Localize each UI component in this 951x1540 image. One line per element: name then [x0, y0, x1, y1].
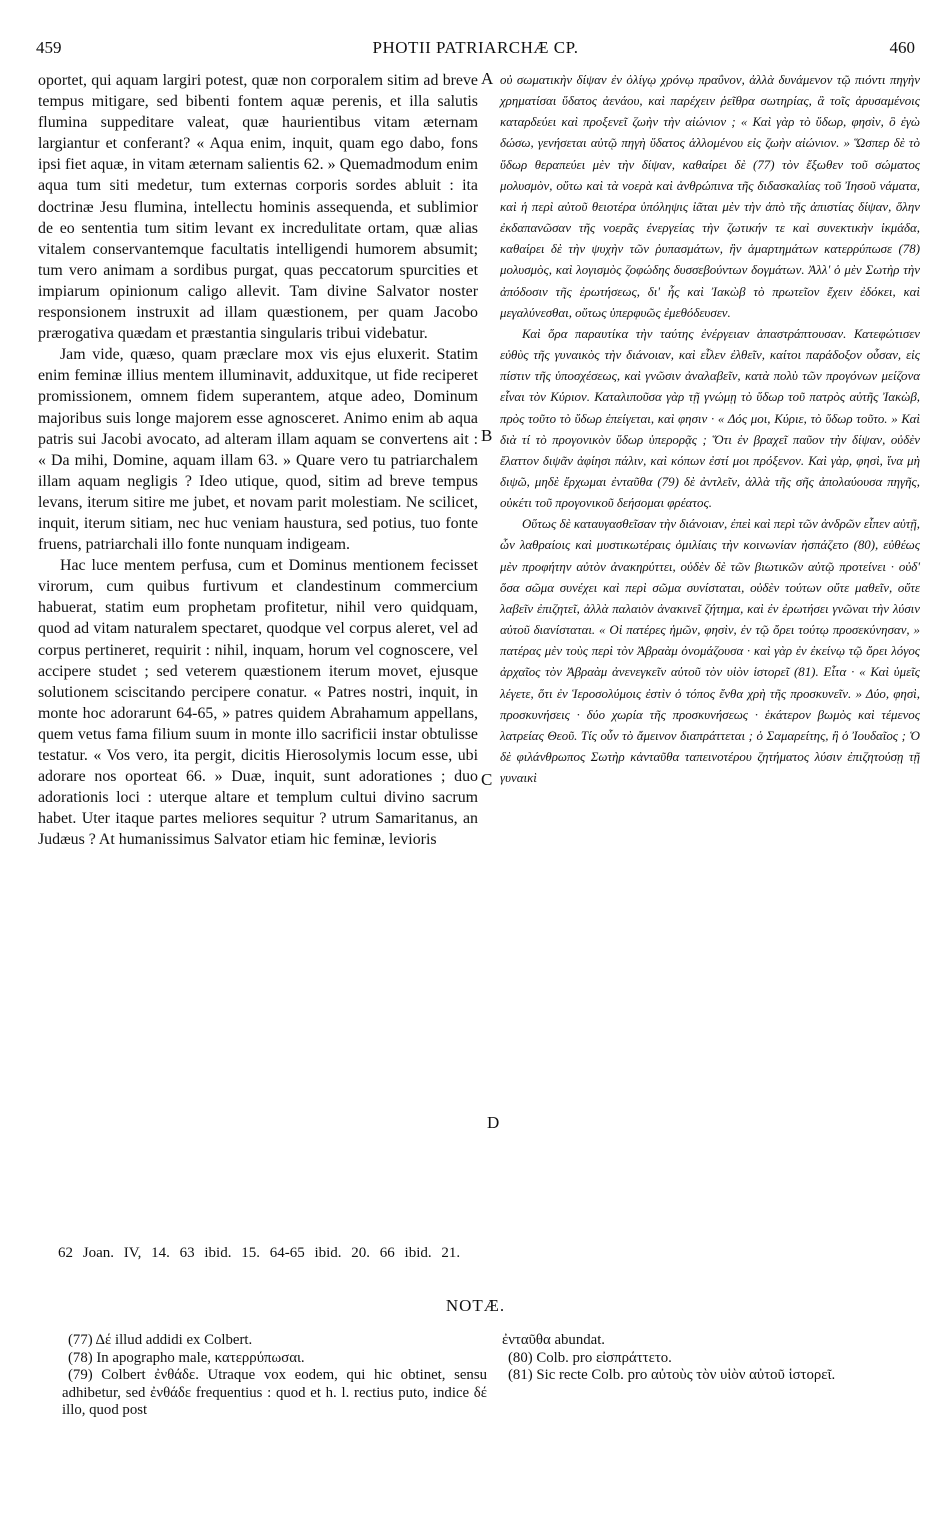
page-number-left: 459	[36, 38, 62, 57]
latin-paragraph: Hac luce mentem perfusa, cum et Dominus mentionem fecisset virorum, cum quibus furtivum et clandestinum commercium habuerat, statim eum prophetam profitetur, nihil vero quidquam, quod ad vitam naturalem spectaret, quodque vel corpus aleret, vel ad corpus pertineret, requirit : nihil, inquam, horum vel cognoscere, vel accipere studet ; sed veterem quæstionem iterum movet, ejusque solutionem sciscitando percipere conatur. « Patres nostri, inquit, in monte hoc adorarunt 64-65, » patres quidem Abrahamum appellans, quem vetus fama filium suum in monte illo sacrificii instar obtulisse testatur. « Vos vero, ita pergit, dicitis Hierosolymis locum esse, ubi adorare nos oporteat 66. » Duæ, inquit, sunt adorationes ; duo adorationis loci : uterque altare et templum cultui divino sacrum habet. Uter itaque partes meliores sequitur ? utrum Samaritanus, an Judæus ? At humanissimus Salvator etiam hic feminæ, levioris	[38, 557, 478, 849]
margin-marker-c: C	[481, 770, 493, 789]
note-item: (80) Colb. pro εἰσπράττετο.	[508, 1349, 672, 1366]
margin-marker-d: D	[487, 1113, 500, 1132]
page-header	[36, 38, 915, 64]
greek-paragraph: Καὶ ὅρα παραυτίκα τὴν ταύτης ἐνέργειαν ἀπαστράπτουσαν. Κατεφώτισεν εὐθὺς τῆς γυναικὸς τὴν διάνοιαν, καὶ εἶλεν ἐλθεῖν, καίτοι παράδοξον οὖσαν, εἰς πίστιν τῆς ὑποσχέσεως, καὶ γνῶσιν ἀναλαβεῖν, κατὰ πολὺ τῶν προγόνων μείζονα εἶναι τὸν Κύριον. Καταλιποῦσα γὰρ τῇ γνώμῃ τὸ ὕδωρ τοῦ πατρὸς αὐτῆς Ἰακὼβ, πρὸς τοῦτο τὸ ὕδωρ ἐπείγεται, καὶ φησιν · « Δός μοι, Κύριε, τὸ ὕδωρ τοῦτο. » Καὶ διὰ τί τὸ προγονικὸν ὕδωρ ὑπερορᾷς ; Ὅτι ἐν βραχεῖ παῦον τὴν δίψαν, οὐδὲν ἔλαττον διψᾶν ἀφίησι πάλιν, καὶ κόπων ἐστί μοι πρόξενον. Καὶ γὰρ, φησὶ, ἵνα μὴ διψῶ, μηδὲ ἔρχωμαι ἐνταῦθα (79) δὲ ἀντλεῖν, ἀλλὰ τῆς σῆς ἀπολαύουσα πηγῆς, οὐκέτι τοῦ προγονικοῦ δεήσομαι φρέατος.	[500, 326, 920, 511]
note-item: (79) Colbert ἐνθάδε. Utraque vox eodem, qui hic obtinet, sensu adhibetur, sed ἐνθάδε frequentius : quod et h. l. rectius puto, indice δέ illo, quod post	[62, 1367, 487, 1419]
notes-right-column	[502, 1332, 922, 1385]
running-title: PHOTII PATRIARCHÆ CP.	[372, 38, 579, 57]
greek-column	[500, 70, 920, 789]
note-item: (77) Δέ illud addidi ex Colbert.	[68, 1332, 253, 1348]
latin-column	[38, 70, 478, 850]
greek-paragraph: οὐ σωματικὴν δίψαν ἐν ὀλίγῳ χρόνῳ πραΰνον, ἀλλὰ δυνάμενον τῷ πιόντι πηγὴν χρηματίσαι ὕδατος ἀενάου, καὶ παρέχειν ῥεῖθρα σωτηρίας, ἃ τοῖς ἀρυσαμένοις καταρδεύει καὶ προξενεῖ ζωὴν τὴν αἰώνιον ; « Καὶ γὰρ τὸ ὕδωρ, φησὶν, ὃ ἐγὼ δώσω, γενήσεται αὐτῷ πηγὴ ὕδατος ἁλλομένου εἰς ζωὴν αἰώνιον. » Ὥσπερ δὲ τὸ ὕδωρ θεραπεύει μὲν τὴν δίψαν, καθαίρει δὲ (77) τὸν ἔξωθεν τοῦ σώματος μολυσμὸν, οὕτω καὶ τὰ νοερὰ καὶ ἀνθρώπινα τῆς διδασκαλίας τοῦ Ἰησοῦ νάματα, καὶ ἡ περὶ αὐτοῦ θειοτέρα ὑπόληψις ἰᾶται μὲν τὴν ἀπὸ τῆς ἀπιστίας δίψαν, ὅλην ἐκδαπανῶσαν τῆς νοερᾶς ἐνεργείας τὴν ζωτικήν τε καὶ συνεκτικὴν ἰκμάδα, καθαίρει δὲ τὴν ψυχὴν τῶν ῥυπασμάτων, ἣν ἁμαρτημάτων κατερρύπωσε (78) μολυσμὸς, καὶ λογισμὸς ζοφώδης δυσσεβούντων δογμάτων. Ἀλλ' ὁ μὲν Σωτὴρ τὴν ἀπόδοσιν τῆς ἐρωτήσεως, δι' ἧς καὶ Ἰακὼβ τὸ πρωτεῖον ἔχειν ἐδόκει, καὶ μεγαλύνεσθαι, οὕτως ὑπερφυῶς ἐμεθόδευσεν.	[500, 73, 920, 320]
latin-paragraph: oportet, qui aquam largiri potest, quæ non corporalem sitim ad breve tempus mitigare, sed bibenti fontem aquæ perenis, et illa salutis flumina suppeditare valeat, quæ haurientibus vitam æternam largiantur et conferant? « Aqua enim, inquit, quam ego dabo, fons ipsi fiet aquæ, in vitam æternam salientis 62. » Quemadmodum enim aqua tum siti medetur, tum externas corporis sordes abluit : ita doctrinæ Jesu flumina, intellectu hominis assequenda, et sublimior de eo sententia tum sitim levant ex incredulitate ortam, quæ alias vitalem conservantemque facultatis intelligendi humorem absumit; tum vero animam a sordibus purgat, quas peccatorum spurcities et impiarum opinionum caligo allevit. Tam divine Salvator noster responsionem instruxit ad illam quæstionem, per quam Jacobo prærogativa quædam et præstantia singularis tribui videbatur.	[38, 72, 478, 343]
margin-marker-b: B	[481, 426, 493, 445]
scripture-footnotes: 62 Joan. IV, 14. 63 ibid. 15. 64-65 ibid. 20. 66 ibid. 21.	[58, 1245, 461, 1261]
margin-marker-a: A	[481, 69, 494, 88]
notes-heading: NOTÆ.	[445, 1296, 506, 1315]
note-item: (81) Sic recte Colb. pro αὐτοὺς τὸν υἱὸν αὐτοῦ ἱστορεῖ.	[508, 1367, 836, 1384]
page-number-right: 460	[889, 38, 915, 57]
latin-paragraph: Jam vide, quæso, quam præclare mox vis ejus eluxerit. Statim enim feminæ illius mentem illuminavit, adduxitque, ut fide reciperet promissionem, omnem fidem superantem, atque adeo, Dominum majoribus suis longe majorem esse agnosceret. Animo enim ab aqua patris sui Jacobi avocato, ad alteram illam aquam se convertens ait : « Da mihi, Domine, aquam illam 63. » Quare vero tu patriarchalem illam aquam negligis ? Ideo utique, quod, sitim ad breve tempus levans, iterum sitire me jubet, et novam parit molestiam. Ne scilicet, inquit, iterum sitiam, nec huc veniam haustura, sed potius, tuo fonte fruens, patriarchali illo fonte nunquam indigeam.	[38, 346, 478, 554]
note-continuation: ἐνταῦθα abundat.	[502, 1332, 606, 1348]
notes-left-column	[62, 1332, 487, 1420]
greek-paragraph: Οὕτως δὲ καταυγασθεῖσαν τὴν διάνοιαν, ἐπεὶ καὶ περὶ τῶν ἀνδρῶν εἶπεν αὐτῇ, ὧν λαθραίοις καὶ μυστικωτέραις ὁμιλίαις τὴν κοινωνίαν ἠσπάζετο (80), εὐθέως μὲν προφήτην αὐτὸν ἀνακηρύττει, οὐδὲν δὲ τῶν βιωτικῶν αὐτῷ προτείνει · οὐδ' ὅσα σῶμα συνέχει καὶ περὶ σῶμα συνίσταται, οὐδὲν τούτων οὔτε μαθεῖν, οὔτε λαβεῖν ἐπιζητεῖ, ἀλλὰ παλαιὸν ἀνακινεῖ ζήτημα, καὶ ἐν ἐρωτήσει γνῶναι τὴν λύσιν αὐτοῦ διανίσταται. « Οἱ πατέρες ἡμῶν, φησὶν, ἐν τῷ ὄρει τούτῳ προσεκύνησαν, » πατέρας μὲν τοὺς περὶ τὸν Ἀβραὰμ ὀνομάζουσα · καὶ γὰρ ἐν ἐκείνῳ τῷ ὄρει λόγος ἀρχαῖος τὸν Ἀβραὰμ ἀνενεγκεῖν αὐτοῦ τὸν υἱὸν ἱστορεῖ (81). Εἶτα · « Καὶ ὑμεῖς λέγετε, ὅτι ἐν Ἱεροσολύμοις ἐστὶν ὁ τόπος ἔνθα χρὴ τῆς προσκυνεῖν. » Δύο, φησὶ, προσκυνήσεις · δύο χωρία τῆς προσκυνήσεως · ἑκάτερον βωμὸς καὶ τέμενος λατρείας Θεοῦ. Τίς οὖν τὸ ἄμεινον διαπράττεται ; ὁ Σαμαρείτης, ἢ ὁ Ἰουδαῖος ; Ὁ δὲ φιλάνθρωπος Σωτὴρ κἀνταῦθα ταπεινοτέρου ζητήματος λύσιν ἐπιζητούσῃ τῇ γυναικὶ	[500, 517, 920, 786]
note-item: (78) In apographo male, κατερρύπωσαι.	[68, 1349, 305, 1366]
